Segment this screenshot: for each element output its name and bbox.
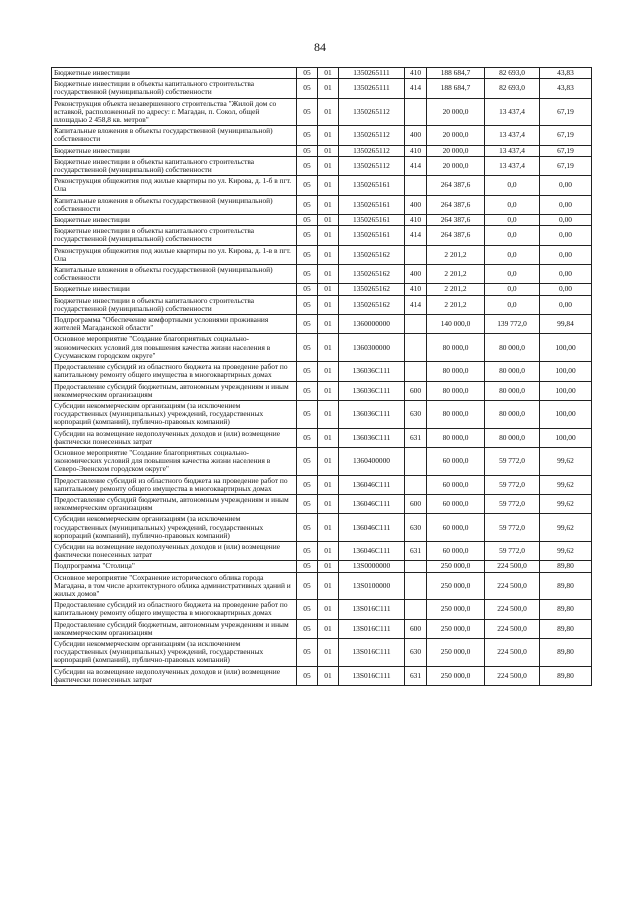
subsection-code: 01: [318, 514, 339, 542]
executed-amount: 59 772,0: [485, 475, 540, 494]
table-row: [52, 334, 592, 362]
row-name: Реконструкция объекта незавершенного строительства "Жилой дом со вставкой, расположенный по адресу: г. Магадан, п. Сокол, общей площадью 2 458,8 кв. метров": [52, 98, 297, 126]
executed-amount: 0,0: [485, 195, 540, 214]
section-code: 05: [297, 79, 318, 98]
target-article-code: 136046С111: [339, 494, 405, 513]
planned-amount: 250 000,0: [427, 561, 485, 572]
table-row: [52, 126, 592, 145]
executed-amount: 224 500,0: [485, 638, 540, 666]
section-code: 05: [297, 68, 318, 79]
row-name: Бюджетные инвестиции в объекты капитального строительства государственной (муниципальной) собственности: [52, 226, 297, 245]
planned-amount: 60 000,0: [427, 475, 485, 494]
execution-percent: 89,80: [540, 572, 592, 600]
target-article-code: 13S0000000: [339, 561, 405, 572]
expense-type-code: 600: [405, 381, 427, 400]
table-row: [52, 215, 592, 226]
executed-amount: 224 500,0: [485, 600, 540, 619]
execution-percent: 0,00: [540, 176, 592, 195]
table-row: [52, 176, 592, 195]
row-name: Реконструкция общежития под жилые квартиры по ул. Кирова, д. 1-б в пгт. Ола: [52, 176, 297, 195]
planned-amount: 250 000,0: [427, 600, 485, 619]
subsection-code: 01: [318, 284, 339, 295]
planned-amount: 188 684,7: [427, 68, 485, 79]
executed-amount: 82 693,0: [485, 68, 540, 79]
section-code: 05: [297, 400, 318, 428]
subsection-code: 01: [318, 619, 339, 638]
execution-percent: 89,80: [540, 638, 592, 666]
planned-amount: 264 387,6: [427, 176, 485, 195]
executed-amount: 59 772,0: [485, 494, 540, 513]
planned-amount: 80 000,0: [427, 362, 485, 381]
subsection-code: 01: [318, 265, 339, 284]
expense-type-code: [405, 315, 427, 334]
section-code: 05: [297, 145, 318, 156]
table-row: [52, 541, 592, 560]
subsection-code: 01: [318, 145, 339, 156]
subsection-code: 01: [318, 494, 339, 513]
expense-type-code: [405, 334, 427, 362]
target-article-code: 136046С111: [339, 514, 405, 542]
planned-amount: 80 000,0: [427, 400, 485, 428]
executed-amount: 13 437,4: [485, 145, 540, 156]
row-name: Предоставление субсидий бюджетным, автономным учреждениям и иным некоммерческим организациям: [52, 381, 297, 400]
table-row: [52, 226, 592, 245]
expense-type-code: [405, 176, 427, 195]
row-name: Основное мероприятие "Создание благоприятных социально-экономических условий для повышения качества жизни населения в Сусуманском городском округе": [52, 334, 297, 362]
expense-type-code: 410: [405, 68, 427, 79]
target-article-code: 13S016С111: [339, 666, 405, 685]
executed-amount: 13 437,4: [485, 126, 540, 145]
executed-amount: 224 500,0: [485, 619, 540, 638]
target-article-code: 1350265162: [339, 245, 405, 264]
target-article-code: 1350265162: [339, 284, 405, 295]
section-code: 05: [297, 572, 318, 600]
planned-amount: 80 000,0: [427, 381, 485, 400]
target-article-code: 136036С111: [339, 400, 405, 428]
expense-type-code: 630: [405, 638, 427, 666]
planned-amount: 60 000,0: [427, 494, 485, 513]
expense-type-code: 630: [405, 514, 427, 542]
planned-amount: 2 201,2: [427, 265, 485, 284]
target-article-code: 1350265112: [339, 126, 405, 145]
executed-amount: 59 772,0: [485, 447, 540, 475]
subsection-code: 01: [318, 541, 339, 560]
table-row: [52, 315, 592, 334]
row-name: Капитальные вложения в объекты государственной (муниципальной) собственности: [52, 126, 297, 145]
expense-type-code: 410: [405, 145, 427, 156]
subsection-code: 01: [318, 68, 339, 79]
section-code: 05: [297, 619, 318, 638]
execution-percent: 89,80: [540, 561, 592, 572]
section-code: 05: [297, 98, 318, 126]
planned-amount: 264 387,6: [427, 215, 485, 226]
row-name: Бюджетные инвестиции: [52, 68, 297, 79]
expense-type-code: 414: [405, 79, 427, 98]
expense-type-code: 631: [405, 666, 427, 685]
target-article-code: 1350265161: [339, 215, 405, 226]
section-code: 05: [297, 195, 318, 214]
target-article-code: 1350265111: [339, 68, 405, 79]
expense-type-code: 631: [405, 541, 427, 560]
row-name: Реконструкция общежития под жилые квартиры по ул. Кирова, д. 1-в в пгт. Ола: [52, 245, 297, 264]
execution-percent: 0,00: [540, 265, 592, 284]
executed-amount: 224 500,0: [485, 572, 540, 600]
section-code: 05: [297, 638, 318, 666]
table-row: [52, 666, 592, 685]
row-name: Подпрограмма "Обеспечение комфортными условиями проживания жителей Магаданской области": [52, 315, 297, 334]
subsection-code: 01: [318, 195, 339, 214]
planned-amount: 250 000,0: [427, 638, 485, 666]
expense-type-code: 400: [405, 195, 427, 214]
planned-amount: 20 000,0: [427, 156, 485, 175]
row-name: Субсидии на возмещение недополученных доходов и (или) возмещение фактически понесенных затрат: [52, 666, 297, 685]
execution-percent: 99,62: [540, 494, 592, 513]
subsection-code: 01: [318, 600, 339, 619]
expense-type-code: [405, 98, 427, 126]
planned-amount: 140 000,0: [427, 315, 485, 334]
section-code: 05: [297, 265, 318, 284]
target-article-code: 13S016С111: [339, 600, 405, 619]
execution-percent: 100,00: [540, 381, 592, 400]
table-row: [52, 447, 592, 475]
row-name: Бюджетные инвестиции в объекты капитального строительства государственной (муниципальной) собственности: [52, 79, 297, 98]
execution-percent: 0,00: [540, 284, 592, 295]
expense-type-code: 414: [405, 226, 427, 245]
planned-amount: 250 000,0: [427, 572, 485, 600]
execution-percent: 0,00: [540, 295, 592, 314]
execution-percent: 100,00: [540, 334, 592, 362]
execution-percent: 89,80: [540, 666, 592, 685]
row-name: Субсидии некоммерческим организациям (за исключением государственных (муниципальных) учреждений, государственных корпораций (компаний), публично-правовых компаний): [52, 638, 297, 666]
subsection-code: 01: [318, 362, 339, 381]
section-code: 05: [297, 156, 318, 175]
target-article-code: 1350265112: [339, 145, 405, 156]
section-code: 05: [297, 362, 318, 381]
execution-percent: 43,83: [540, 79, 592, 98]
table-row: [52, 295, 592, 314]
expense-type-code: [405, 475, 427, 494]
subsection-code: 01: [318, 315, 339, 334]
section-code: 05: [297, 447, 318, 475]
row-name: Предоставление субсидий из областного бюджета на проведение работ по капитальному ремонту общего имущества в многоквартирных домах: [52, 475, 297, 494]
subsection-code: 01: [318, 215, 339, 226]
target-article-code: 1350265162: [339, 265, 405, 284]
table-row: [52, 572, 592, 600]
execution-percent: 67,19: [540, 145, 592, 156]
expense-type-code: [405, 600, 427, 619]
executed-amount: 0,0: [485, 284, 540, 295]
target-article-code: 136036С111: [339, 381, 405, 400]
execution-percent: 89,80: [540, 600, 592, 619]
execution-percent: 67,19: [540, 126, 592, 145]
executed-amount: 80 000,0: [485, 428, 540, 447]
expense-type-code: [405, 561, 427, 572]
row-name: Бюджетные инвестиции в объекты капитального строительства государственной (муниципальной) собственности: [52, 156, 297, 175]
planned-amount: 264 387,6: [427, 226, 485, 245]
table-row: [52, 638, 592, 666]
planned-amount: 250 000,0: [427, 619, 485, 638]
section-code: 05: [297, 176, 318, 195]
target-article-code: 1360300000: [339, 334, 405, 362]
expense-type-code: 600: [405, 619, 427, 638]
target-article-code: 1350265111: [339, 79, 405, 98]
executed-amount: 0,0: [485, 226, 540, 245]
planned-amount: 264 387,6: [427, 195, 485, 214]
row-name: Предоставление субсидий бюджетным, автономным учреждениям и иным некоммерческим организациям: [52, 494, 297, 513]
executed-amount: 224 500,0: [485, 561, 540, 572]
expense-type-code: [405, 572, 427, 600]
row-name: Бюджетные инвестиции в объекты капитального строительства государственной (муниципальной) собственности: [52, 295, 297, 314]
planned-amount: 80 000,0: [427, 428, 485, 447]
section-code: 05: [297, 334, 318, 362]
execution-percent: 100,00: [540, 400, 592, 428]
table-row: [52, 362, 592, 381]
table-row: [52, 68, 592, 79]
executed-amount: 13 437,4: [485, 98, 540, 126]
subsection-code: 01: [318, 666, 339, 685]
table-row: [52, 475, 592, 494]
table-row: [52, 494, 592, 513]
expense-type-code: [405, 245, 427, 264]
subsection-code: 01: [318, 400, 339, 428]
row-name: Бюджетные инвестиции: [52, 215, 297, 226]
budget-table: [51, 67, 592, 686]
section-code: 05: [297, 284, 318, 295]
expense-type-code: 631: [405, 428, 427, 447]
target-article-code: 1350265161: [339, 176, 405, 195]
execution-percent: 67,19: [540, 156, 592, 175]
target-article-code: 1360000000: [339, 315, 405, 334]
executed-amount: 0,0: [485, 295, 540, 314]
target-article-code: 136036С111: [339, 428, 405, 447]
subsection-code: 01: [318, 245, 339, 264]
expense-type-code: 414: [405, 295, 427, 314]
row-name: Субсидии некоммерческим организациям (за исключением государственных (муниципальных) учреждений, государственных корпораций (компаний), публично-правовых компаний): [52, 400, 297, 428]
execution-percent: 0,00: [540, 245, 592, 264]
table-row: [52, 284, 592, 295]
table-row: [52, 514, 592, 542]
expense-type-code: 600: [405, 494, 427, 513]
row-name: Основное мероприятие "Создание благоприятных социально-экономических условий для повышения качества жизни населения в Северо-Эвенском городском округе": [52, 447, 297, 475]
execution-percent: 100,00: [540, 362, 592, 381]
row-name: Бюджетные инвестиции: [52, 145, 297, 156]
subsection-code: 01: [318, 79, 339, 98]
table-row: [52, 79, 592, 98]
planned-amount: 2 201,2: [427, 295, 485, 314]
section-code: 05: [297, 226, 318, 245]
target-article-code: 1350265161: [339, 226, 405, 245]
row-name: Предоставление субсидий бюджетным, автономным учреждениям и иным некоммерческим организациям: [52, 619, 297, 638]
subsection-code: 01: [318, 98, 339, 126]
target-article-code: 13S016С111: [339, 619, 405, 638]
subsection-code: 01: [318, 156, 339, 175]
planned-amount: 20 000,0: [427, 126, 485, 145]
planned-amount: 2 201,2: [427, 284, 485, 295]
row-name: Предоставление субсидий из областного бюджета на проведение работ по капитальному ремонту общего имущества в многоквартирных домах: [52, 600, 297, 619]
table-row: [52, 145, 592, 156]
subsection-code: 01: [318, 572, 339, 600]
executed-amount: 0,0: [485, 265, 540, 284]
expense-type-code: 400: [405, 265, 427, 284]
subsection-code: 01: [318, 447, 339, 475]
table-row: [52, 619, 592, 638]
table-row: [52, 428, 592, 447]
planned-amount: 20 000,0: [427, 98, 485, 126]
section-code: 05: [297, 541, 318, 560]
row-name: Основное мероприятие "Сохранение исторического облика города Магадана, в том числе архитектурного облика административных зданий и жилых домов": [52, 572, 297, 600]
executed-amount: 80 000,0: [485, 400, 540, 428]
table-row: [52, 600, 592, 619]
row-name: Субсидии на возмещение недополученных доходов и (или) возмещение фактически понесенных затрат: [52, 541, 297, 560]
expense-type-code: 414: [405, 156, 427, 175]
target-article-code: 1350265112: [339, 156, 405, 175]
planned-amount: 60 000,0: [427, 447, 485, 475]
target-article-code: 1360400000: [339, 447, 405, 475]
section-code: 05: [297, 475, 318, 494]
section-code: 05: [297, 561, 318, 572]
execution-percent: 99,84: [540, 315, 592, 334]
executed-amount: 139 772,0: [485, 315, 540, 334]
execution-percent: 99,62: [540, 514, 592, 542]
target-article-code: 1350265112: [339, 98, 405, 126]
execution-percent: 0,00: [540, 226, 592, 245]
target-article-code: 13S0100000: [339, 572, 405, 600]
target-article-code: 136036С111: [339, 362, 405, 381]
executed-amount: 224 500,0: [485, 666, 540, 685]
section-code: 05: [297, 666, 318, 685]
table-row: [52, 265, 592, 284]
execution-percent: 0,00: [540, 215, 592, 226]
planned-amount: 80 000,0: [427, 334, 485, 362]
execution-percent: 100,00: [540, 428, 592, 447]
subsection-code: 01: [318, 638, 339, 666]
table-row: [52, 245, 592, 264]
row-name: Предоставление субсидий из областного бюджета на проведение работ по капитальному ремонту общего имущества в многоквартирных домах: [52, 362, 297, 381]
executed-amount: 59 772,0: [485, 541, 540, 560]
table-body: [52, 68, 592, 686]
row-name: Субсидии на возмещение недополученных доходов и (или) возмещение фактически понесенных затрат: [52, 428, 297, 447]
execution-percent: 0,00: [540, 195, 592, 214]
section-code: 05: [297, 494, 318, 513]
executed-amount: 0,0: [485, 176, 540, 195]
target-article-code: 1350265162: [339, 295, 405, 314]
section-code: 05: [297, 215, 318, 226]
executed-amount: 80 000,0: [485, 334, 540, 362]
row-name: Капитальные вложения в объекты государственной (муниципальной) собственности: [52, 195, 297, 214]
expense-type-code: [405, 362, 427, 381]
execution-percent: 67,19: [540, 98, 592, 126]
row-name: Бюджетные инвестиции: [52, 284, 297, 295]
executed-amount: 80 000,0: [485, 362, 540, 381]
section-code: 05: [297, 295, 318, 314]
section-code: 05: [297, 600, 318, 619]
table-row: [52, 381, 592, 400]
row-name: Подпрограмма "Столица": [52, 561, 297, 572]
table-row: [52, 156, 592, 175]
execution-percent: 43,83: [540, 68, 592, 79]
table-row: [52, 195, 592, 214]
executed-amount: 82 693,0: [485, 79, 540, 98]
target-article-code: 1350265161: [339, 195, 405, 214]
planned-amount: 60 000,0: [427, 514, 485, 542]
subsection-code: 01: [318, 176, 339, 195]
table-row: [52, 561, 592, 572]
target-article-code: 136046С111: [339, 475, 405, 494]
planned-amount: 2 201,2: [427, 245, 485, 264]
expense-type-code: 630: [405, 400, 427, 428]
page-number: 84: [314, 40, 326, 54]
execution-percent: 99,62: [540, 447, 592, 475]
planned-amount: 20 000,0: [427, 145, 485, 156]
executed-amount: 13 437,4: [485, 156, 540, 175]
subsection-code: 01: [318, 428, 339, 447]
table-row: [52, 98, 592, 126]
section-code: 05: [297, 514, 318, 542]
subsection-code: 01: [318, 334, 339, 362]
section-code: 05: [297, 126, 318, 145]
planned-amount: 250 000,0: [427, 666, 485, 685]
executed-amount: 0,0: [485, 245, 540, 264]
section-code: 05: [297, 245, 318, 264]
row-name: Капитальные вложения в объекты государственной (муниципальной) собственности: [52, 265, 297, 284]
subsection-code: 01: [318, 475, 339, 494]
section-code: 05: [297, 428, 318, 447]
section-code: 05: [297, 381, 318, 400]
subsection-code: 01: [318, 295, 339, 314]
subsection-code: 01: [318, 381, 339, 400]
subsection-code: 01: [318, 226, 339, 245]
subsection-code: 01: [318, 126, 339, 145]
expense-type-code: 400: [405, 126, 427, 145]
execution-percent: 89,80: [540, 619, 592, 638]
executed-amount: 80 000,0: [485, 381, 540, 400]
target-article-code: 136046С111: [339, 541, 405, 560]
expense-type-code: [405, 447, 427, 475]
executed-amount: 0,0: [485, 215, 540, 226]
row-name: Субсидии некоммерческим организациям (за исключением государственных (муниципальных) учреждений, государственных корпораций (компаний), публично-правовых компаний): [52, 514, 297, 542]
execution-percent: 99,62: [540, 475, 592, 494]
section-code: 05: [297, 315, 318, 334]
table-row: [52, 400, 592, 428]
execution-percent: 99,62: [540, 541, 592, 560]
executed-amount: 59 772,0: [485, 514, 540, 542]
target-article-code: 13S016С111: [339, 638, 405, 666]
planned-amount: 60 000,0: [427, 541, 485, 560]
subsection-code: 01: [318, 561, 339, 572]
planned-amount: 188 684,7: [427, 79, 485, 98]
expense-type-code: 410: [405, 215, 427, 226]
expense-type-code: 410: [405, 284, 427, 295]
